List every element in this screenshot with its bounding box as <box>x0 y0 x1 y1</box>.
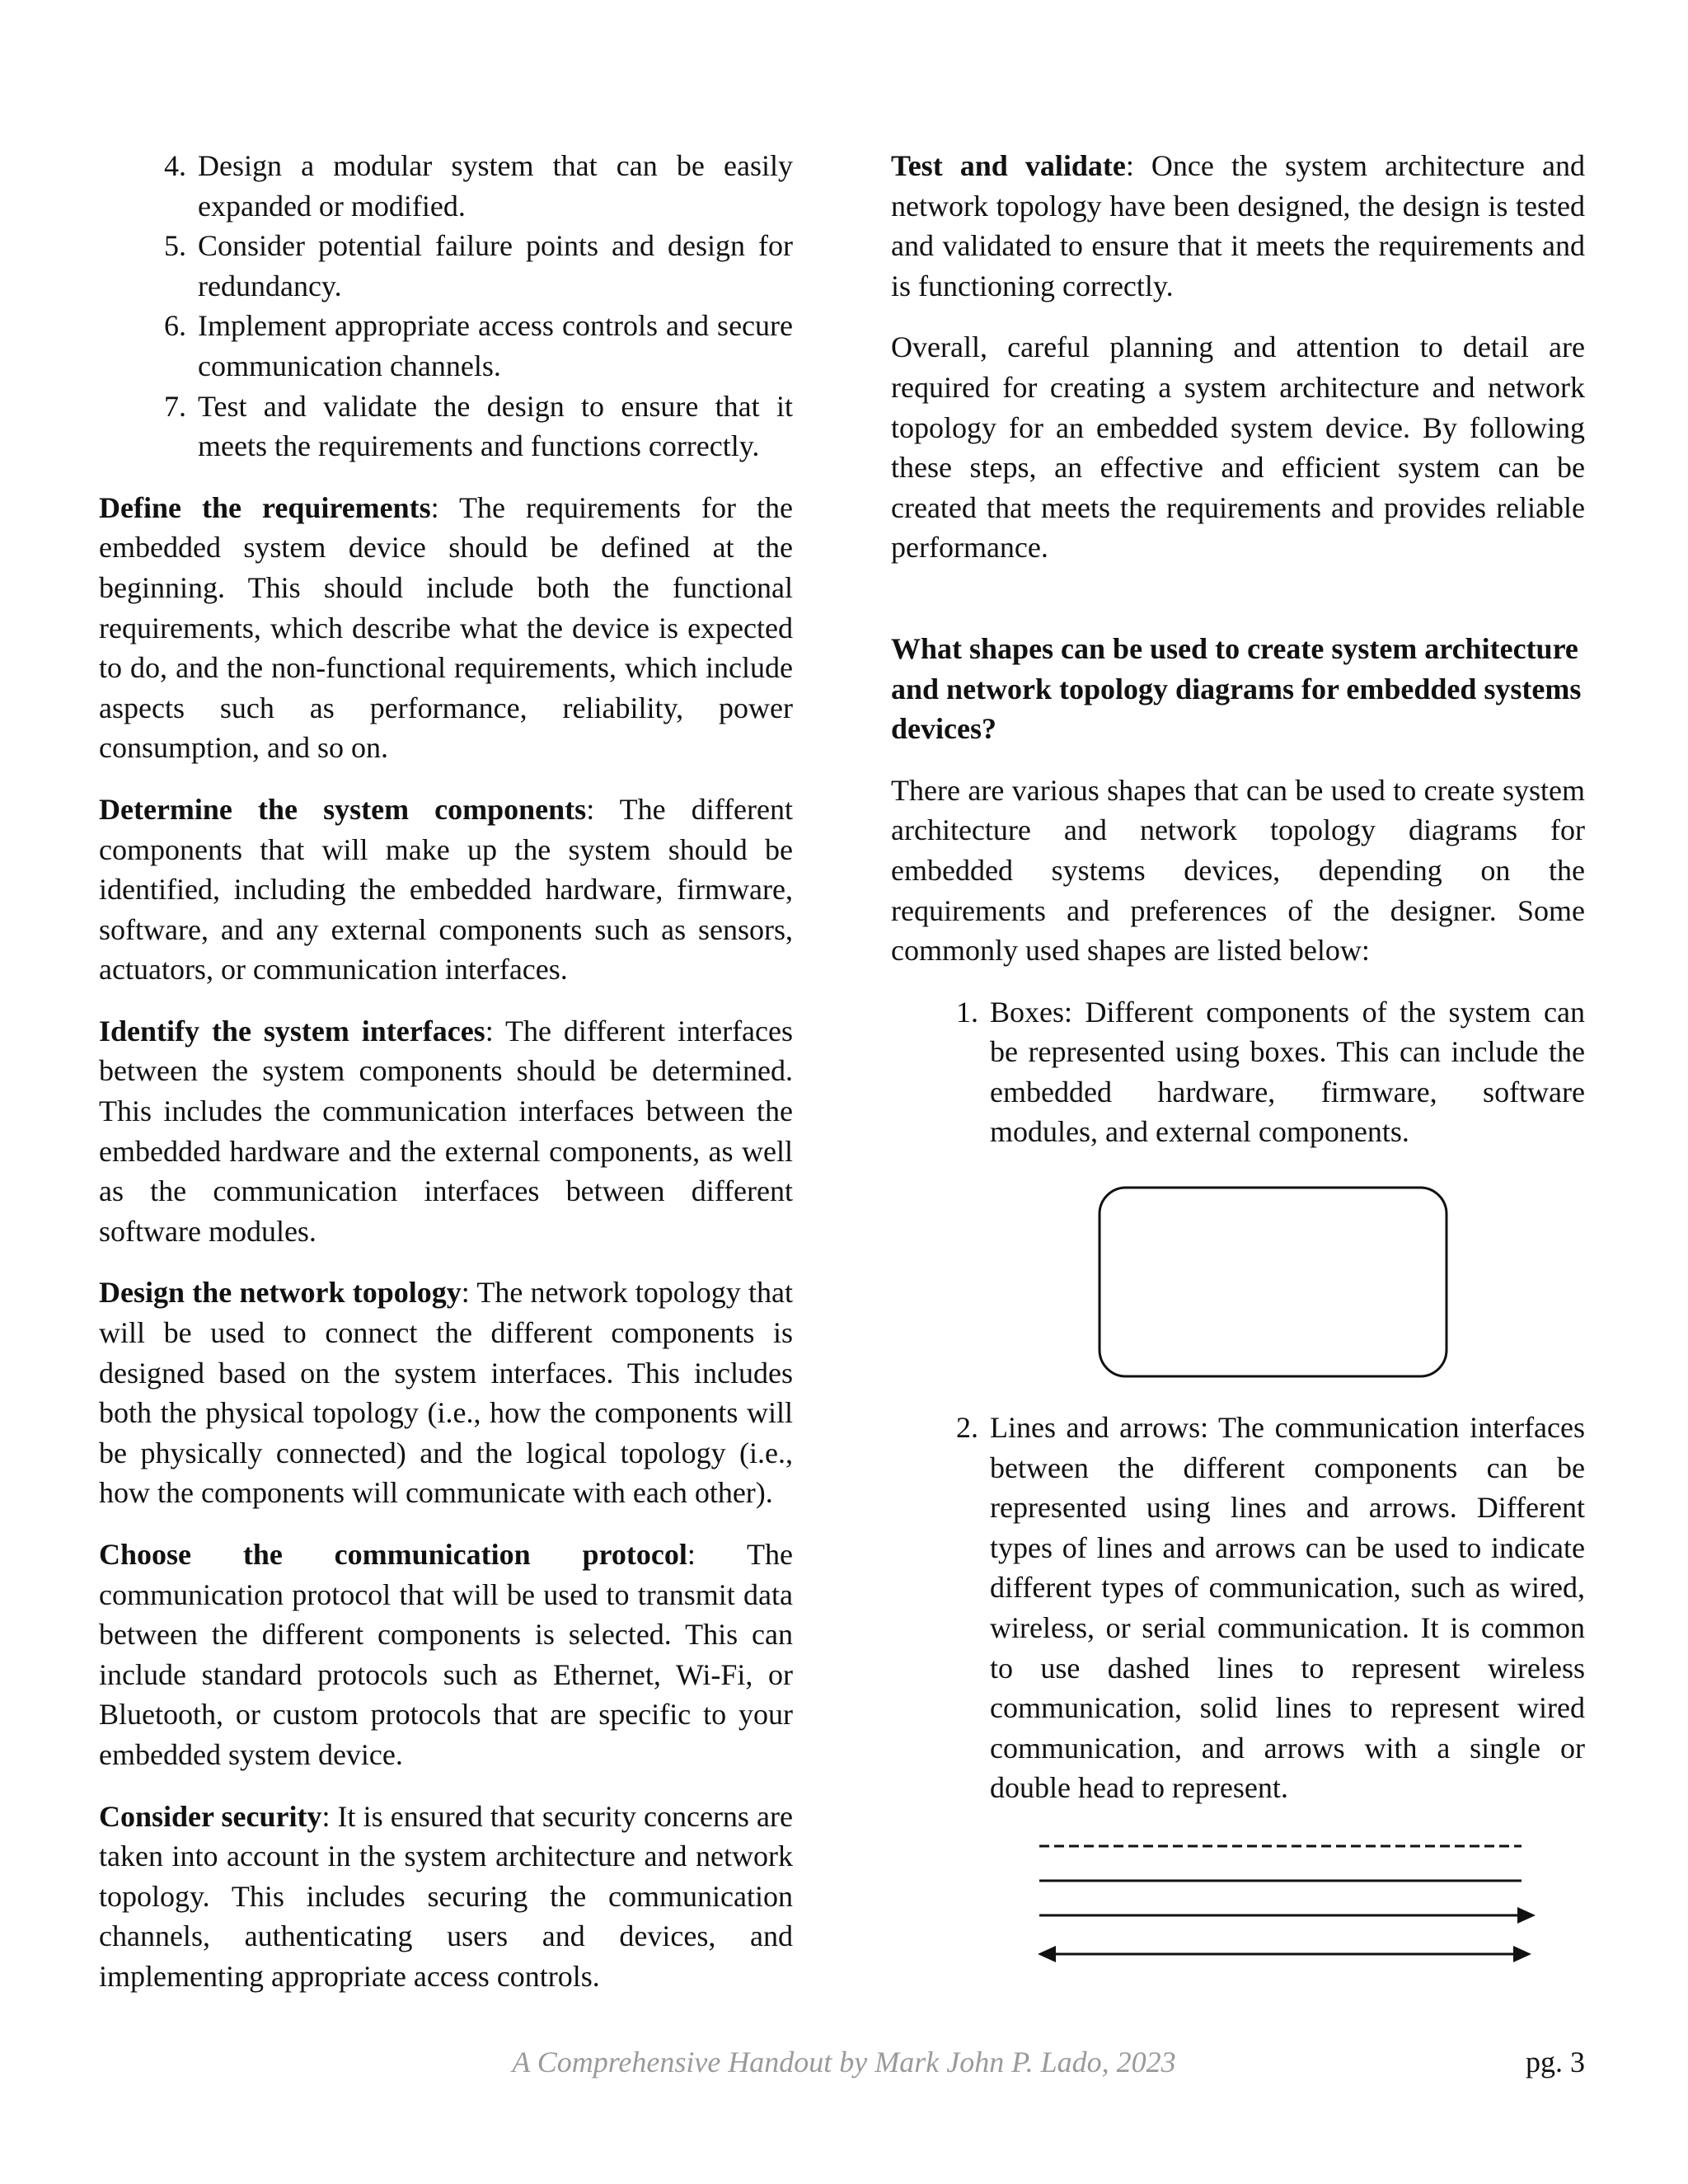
paragraph-define-requirements: Define the requirements: The requirements for the embedded system device should be defined at the beginning. This should include both the functional requirements, which describe what the device is expected to do, and the non-functional requirements, which include aspects such as performance, reliability, power consumption, and so on. <box>99 490 793 765</box>
shapes-list <box>891 992 1585 1152</box>
paragraph-intro: There are various shapes that can be used to create system architecture and network topology diagrams for embedded systems devices, depending on the requirements and preferences of the designer. Some commonly used shapes are listed below: <box>891 773 1585 968</box>
list-item: 4. Design a modular system that can be easily expanded or modified. <box>164 149 793 223</box>
right-column <box>891 146 1585 1993</box>
list-item: 7. Test and validate the design to ensure that it meets the requirements and functions correctly. <box>164 389 793 463</box>
arrow-head-icon <box>1517 1907 1536 1924</box>
rounded-box-shape <box>891 1152 1585 1408</box>
paragraph-overall: Overall, careful planning and attention to detail are required for creating a system architecture and network topology for an embedded system device. By following these steps, an effective and efficient system can be created that meets the requirements and provides reliable performance. <box>891 330 1585 565</box>
page-number: pg. 3 <box>1526 2046 1585 2079</box>
paragraph-system-interfaces: Identify the system interfaces: The different interfaces between the system components should be determined. This includes the communication interfaces between the embedded hardware and the external components, as well as the communication interfaces between different software modules. <box>99 1014 794 1248</box>
paragraph-communication-protocol: Choose the communication protocol: The communication protocol that will be used to transmit data between the different components is selected. This can include standard protocols such as Ethernet, Wi-Fi, or Bluetooth, or custom protocols that are specific to your embedded system device. <box>99 1538 793 1771</box>
paragraph-security: Consider security: It is ensured that security concerns are taken into account in the system architecture and network topology. This includes securing the communication channels, authenticating users and devices, and implementing appropriate access controls. <box>99 1799 793 1993</box>
list-item: 5. Consider potential failure points and design for redundancy. <box>164 229 793 302</box>
left-column <box>99 146 793 1997</box>
paragraph-system-components: Determine the system components: The different components that will make up the system should be identified, including the embedded hardware, firmware, software, and any external components such as sensors, actuators, or communication interfaces. <box>99 792 793 987</box>
arrow-head-left-icon <box>1038 1946 1056 1962</box>
paragraph-network-topology: Design the network topology: The network topology that will be used to connect the different components is designed based on the system interfaces. This includes both the physical topology (i.e., how the components will be physically connected) and the logical topology (i.e., how the components will communicate with each other). <box>99 1276 793 1510</box>
paragraph-test-validate: Test and validate: Once the system architecture and network topology have been designed, the design is tested and validated to ensure that it meets the requirements and is functioning correctly. <box>891 149 1585 302</box>
list-item: 1. Boxes: Different components of the system can be represented using boxes. This can include the embedded hardware, firmware, software modules, and external components. <box>956 995 1585 1149</box>
line-styles-figure <box>891 1828 1585 1993</box>
list-item: 2. Lines and arrows: The communication interfaces between the different components can be represented using lines and arrows. Different types of lines and arrows can be used to indicate different types of communication, such as wired, wireless, or serial communication. It is common to use dashed lines to represent wireless communication, solid lines to represent wired communication, and arrows with a single or double head to represent. <box>956 1411 1585 1805</box>
steps-list <box>99 146 793 466</box>
footer-credit: A Comprehensive Handout by Mark John P. Lado, 2023 <box>512 2046 1176 2079</box>
section-question-heading: What shapes can be used to create system architecture and network topology diagrams for embedded systems devices? <box>891 631 1582 746</box>
arrow-head-right-icon <box>1513 1946 1531 1962</box>
list-item: 6. Implement appropriate access controls and secure communication channels. <box>164 309 793 382</box>
shapes-list-2 <box>891 1408 1585 1808</box>
